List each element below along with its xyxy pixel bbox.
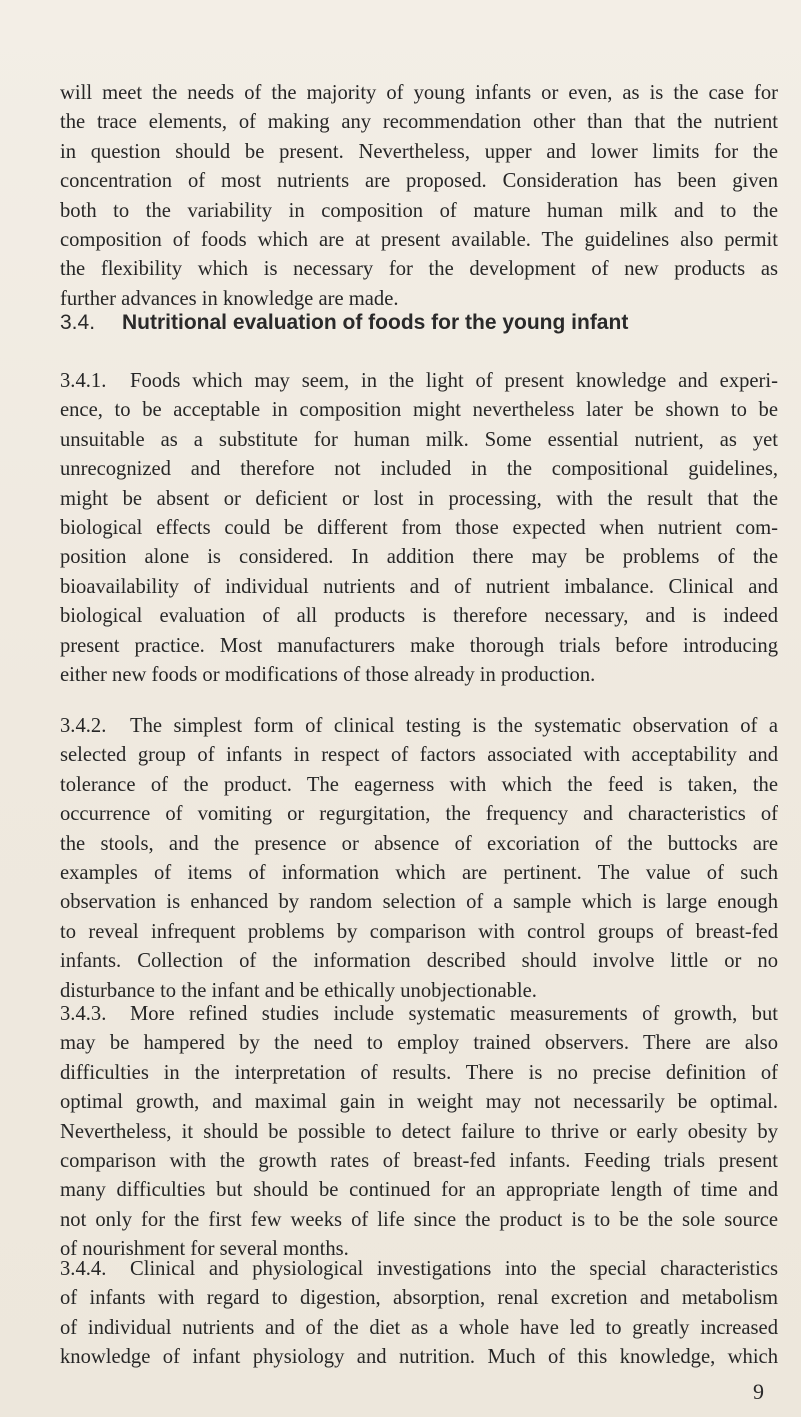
page-number: 9 xyxy=(753,1379,764,1404)
text-line: examples of items of information which are pertinent. The value of such xyxy=(60,862,778,885)
text-line: further advances in knowledge are made. xyxy=(60,287,399,310)
text-line: difficulties in the interpretation of results. There is no precise definition of xyxy=(60,1061,778,1084)
text-line: occurrence of vomiting or regurgitation, the frequency and characteristics of xyxy=(60,803,778,826)
section-title: Nutritional evaluation of foods for the young infant xyxy=(122,311,629,334)
text-line: present practice. Most manufacturers make thorough trials before introducing xyxy=(60,634,778,657)
text-line: composition of foods which are at present available. The guidelines also permit xyxy=(60,229,778,252)
paragraph-number: 3.4.2. xyxy=(60,715,107,737)
text-line: in question should be present. Nevertheless, upper and lower limits for the xyxy=(60,140,778,163)
text-line: unsuitable as a substitute for human milk. Some essential nutrient, as yet xyxy=(60,428,778,451)
text-line: will meet the needs of the majority of young infants or even, as is the case for xyxy=(60,82,778,104)
text-line: 3.4.4. Clinical and physiological investigations into the special characteristics xyxy=(60,1255,778,1284)
text-line: selected group of infants in respect of factors associated with acceptability and xyxy=(60,744,778,767)
paragraph-3-4-4 xyxy=(60,1255,778,1373)
text-line: concentration of most nutrients are proposed. Consideration has been given xyxy=(60,170,778,193)
text-line: optimal growth, and maximal gain in weight may not necessarily be optimal. xyxy=(60,1091,778,1114)
text-line: biological evaluation of all products is therefore necessary, and is indeed xyxy=(60,605,778,628)
text-line: the trace elements, of making any recommendation other than that the nutrient xyxy=(60,111,778,134)
text-line: both to the variability in composition of mature human milk and to the xyxy=(60,199,778,222)
paragraph-number: 3.4.3. xyxy=(60,1003,107,1025)
text-line: position alone is considered. In addition there may be problems of the xyxy=(60,546,778,569)
text-line: disturbance to the infant and be ethically unobjectionable. xyxy=(60,979,537,1002)
paragraph-3-4-3 xyxy=(60,1000,778,1265)
text-line: bioavailability of individual nutrients and of nutrient imbalance. Clinical and xyxy=(60,575,778,598)
paragraph-number: 3.4.1. xyxy=(60,370,107,392)
text-line: 3.4.2. The simplest form of clinical testing is the systematic observation of a xyxy=(60,712,778,741)
paragraph-3-4-2 xyxy=(60,712,778,1006)
paragraph-3-4-1 xyxy=(60,367,778,690)
text-line: not only for the first few weeks of life since the product is to be the sole source xyxy=(60,1208,778,1231)
section-heading xyxy=(60,308,760,338)
text-line: comparison with the growth rates of breast-fed infants. Feeding trials present xyxy=(60,1150,778,1173)
text-line: unrecognized and therefore not included in the compositional guidelines, xyxy=(60,458,778,481)
text-line: ence, to be acceptable in composition might nevertheless later be shown to be xyxy=(60,399,778,422)
text-line: the flexibility which is necessary for the development of new products as xyxy=(60,258,778,281)
text-line: observation is enhanced by random selection of a sample which is large enough xyxy=(60,891,778,914)
section-number: 3.4. xyxy=(60,311,96,334)
text-line: infants. Collection of the information described should involve little or no xyxy=(60,950,778,973)
text-line: the stools, and the presence or absence of excoriation of the buttocks are xyxy=(60,832,778,855)
intro-paragraph xyxy=(60,79,778,314)
text-line: to reveal infrequent problems by comparison with control groups of breast-fed xyxy=(60,920,778,943)
text-line: 3.4.1. Foods which may seem, in the light of present knowledge and experi- xyxy=(60,367,778,396)
text-line: of individual nutrients and of the diet as a whole have led to greatly increased xyxy=(60,1316,778,1339)
text-line: of infants with regard to digestion, absorption, renal excretion and metabolism xyxy=(60,1287,778,1310)
text-line: biological effects could be different from those expected when nutrient com- xyxy=(60,517,778,540)
text-line: tolerance of the product. The eagerness with which the feed is taken, the xyxy=(60,773,778,796)
text-line: 3.4.3. More refined studies include systematic measurements of growth, but xyxy=(60,1000,778,1029)
text-line: Nevertheless, it should be possible to detect failure to thrive or early obesity by xyxy=(60,1120,778,1143)
paragraph-number: 3.4.4. xyxy=(60,1258,107,1280)
text-line: of nourishment for several months. xyxy=(60,1238,349,1261)
text-line: either new foods or modifications of those already in production. xyxy=(60,664,596,687)
text-line: may be hampered by the need to employ trained observers. There are also xyxy=(60,1032,778,1055)
text-line: knowledge of infant physiology and nutrition. Much of this knowledge, which xyxy=(60,1346,778,1369)
text-line: might be absent or deficient or lost in processing, with the result that the xyxy=(60,487,778,510)
text-line: many difficulties but should be continued for an appropriate length of time and xyxy=(60,1179,778,1202)
